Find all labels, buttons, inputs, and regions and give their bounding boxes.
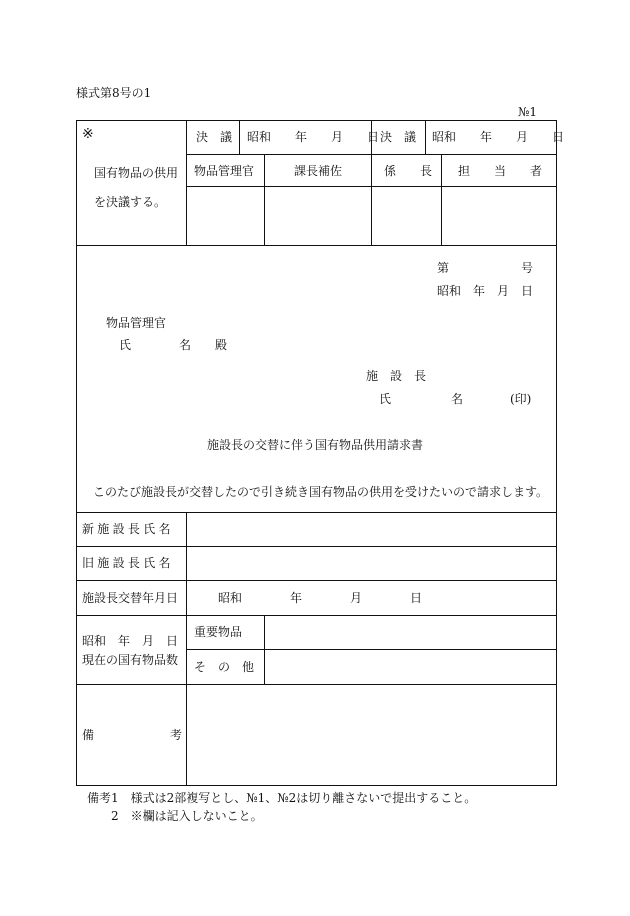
document-number: 第 号 [437, 261, 534, 275]
note-2: 2 ※欄は記入しないこと。 [111, 809, 263, 823]
page-number: №1 [518, 105, 537, 119]
count-date-label: 昭和 年 月 日 [82, 634, 179, 648]
old-head-name-label: 旧施設長氏名 [82, 556, 174, 570]
important-items-label: 重要物品 [194, 625, 243, 639]
remarks-label-right: 考 [170, 728, 183, 742]
form-label: 様式第8号の1 [76, 86, 152, 100]
change-date-label: 施設長交替年月日 [82, 591, 179, 605]
addressee-name: 氏 名 殿 [119, 338, 228, 352]
change-date-value: 昭和 年 月 日 [218, 591, 423, 605]
document-title: 施設長の交替に伴う国有物品供用請求書 [207, 438, 424, 452]
new-head-name-label: 新施設長氏名 [82, 522, 174, 536]
note-1: 備考1 様式は2部複写とし、№1、№2は切り離さないで提出すること。 [87, 791, 477, 805]
resolution-date-2: 昭和 年 月 日 [432, 130, 565, 144]
sender-title: 施 設 長 [366, 369, 427, 383]
asterisk-mark: ※ [82, 126, 94, 142]
resolution-label-2: 決 議 [380, 130, 417, 144]
decision-text-1: 国有物品の供用 [94, 166, 179, 180]
role-deputy-chief: 課長補佐 [294, 164, 343, 178]
seal-mark: (印) [510, 392, 532, 406]
others-label: そ の 他 [194, 660, 255, 674]
sender-name: 氏 名 [379, 392, 464, 406]
remarks-label-left: 備 [82, 728, 95, 742]
decision-text-2: を決議する。 [94, 195, 167, 209]
role-property-manager: 物品管理官 [194, 164, 255, 178]
resolution-date-1: 昭和 年 月 日 [247, 130, 380, 144]
request-body: このたび施設長が交替したので引き続き国有物品の供用を受けたいので請求します。 [93, 485, 549, 499]
count-as-of-label: 現在の国有物品数 [82, 653, 179, 667]
resolution-label-1: 決 議 [196, 130, 233, 144]
addressee-title: 物品管理官 [106, 316, 167, 330]
role-person-in-charge: 担 当 者 [458, 164, 543, 178]
document-date: 昭和 年 月 日 [437, 284, 534, 298]
role-section-chief: 係 長 [384, 164, 433, 178]
